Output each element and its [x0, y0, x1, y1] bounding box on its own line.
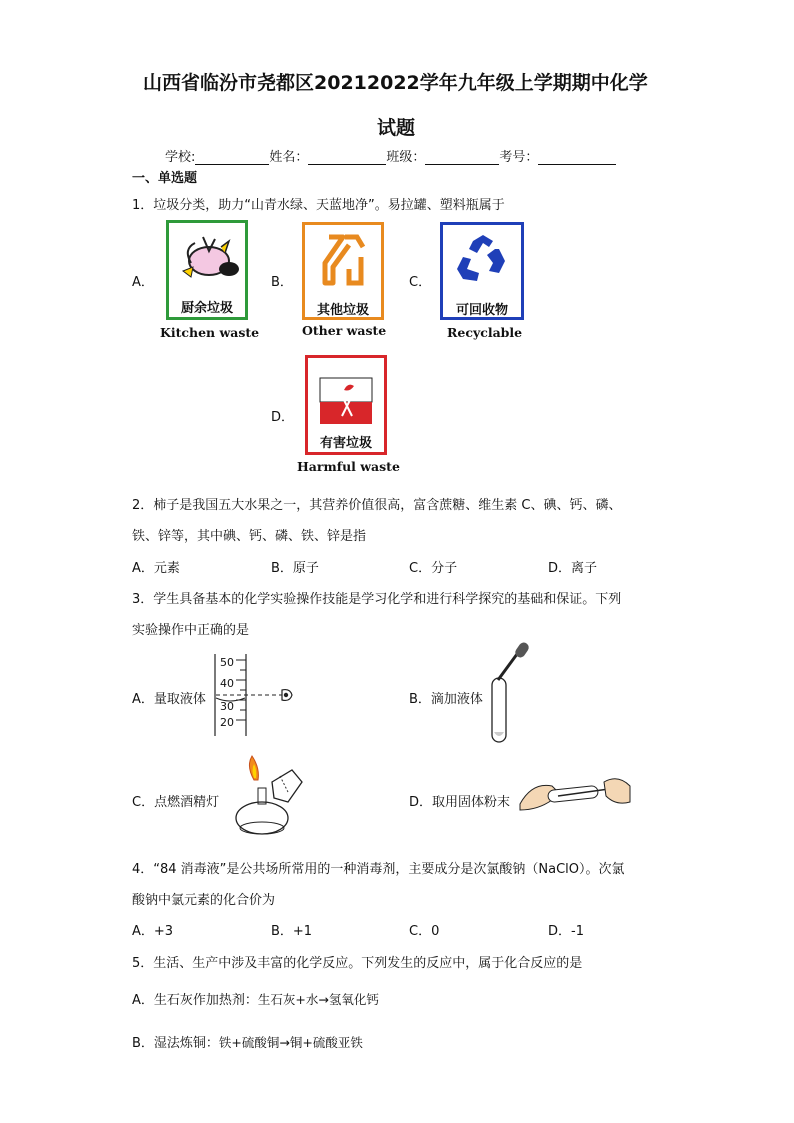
- q3-option-c[interactable]: C．点燃酒精灯: [132, 795, 220, 810]
- q3-option-b[interactable]: B．滴加液体: [409, 692, 483, 707]
- tick-30: 30: [220, 700, 234, 713]
- name-label: 姓名：: [269, 150, 309, 165]
- dropper-test-tube-icon: [486, 640, 536, 746]
- q1-option-d-key[interactable]: D．: [271, 410, 295, 425]
- school-blank[interactable]: [195, 152, 269, 165]
- tick-20: 20: [220, 716, 234, 729]
- other-waste-icon: [305, 227, 381, 293]
- question-5-stem: 5．生活、生产中涉及丰富的化学反应。下列发生的反应中，属于化合反应的是: [132, 956, 583, 971]
- q1-option-c-key[interactable]: C．: [409, 275, 432, 290]
- question-4-line2: 酸钠中氯元素的化合价为: [132, 893, 276, 908]
- question-3-line1: 3．学生具备基本的化学实验操作技能是学习化学和进行科学探究的基础和保证。下列: [132, 592, 622, 607]
- q4-option-d[interactable]: D．-1: [548, 924, 584, 939]
- other-waste-sign: [302, 222, 384, 320]
- powder-test-tube-hands-icon: [518, 770, 632, 818]
- harmful-waste-icon: [308, 360, 384, 426]
- exam-title-line2: 试题: [377, 117, 416, 139]
- harmful-waste-en: Harmful waste: [297, 459, 400, 474]
- q4-option-b[interactable]: B．+1: [271, 924, 313, 939]
- q5-option-a-equation: 生石灰+水→氢氧化钙: [257, 992, 379, 1007]
- q3-option-d[interactable]: D．取用固体粉末: [409, 795, 511, 810]
- school-label: 学校:: [165, 150, 196, 165]
- recyclable-en: Recyclable: [447, 325, 523, 340]
- recyclable-cn: 可回收物: [455, 303, 508, 318]
- q5-option-a-label: A．生石灰作加热剂：: [132, 993, 258, 1008]
- question-2-line2: 铁、锌等，其中碘、钙、磷、铁、锌是指: [132, 529, 367, 544]
- recycle-icon: [443, 227, 521, 293]
- number-blank[interactable]: [538, 152, 616, 165]
- name-blank[interactable]: [308, 152, 386, 165]
- q2-option-d[interactable]: D．离子: [548, 561, 598, 576]
- q3-option-a[interactable]: A．量取液体: [132, 692, 206, 707]
- other-waste-en: Other waste: [302, 323, 387, 338]
- tick-40: 40: [220, 677, 234, 690]
- question-3-line2: 实验操作中正确的是: [132, 623, 250, 638]
- student-info-line: [165, 146, 616, 165]
- class-blank[interactable]: [425, 152, 499, 165]
- kitchen-waste-en: Kitchen waste: [160, 325, 260, 340]
- q5-option-a[interactable]: [132, 989, 379, 1008]
- q1-option-a-key[interactable]: A．: [132, 275, 154, 290]
- question-1-stem: 1．垃圾分类，助力“山青水绿、天蓝地净”。易拉罐、塑料瓶属于: [132, 198, 505, 213]
- alcohol-lamp-lighting-icon: [228, 752, 308, 842]
- kitchen-waste-cn: 厨余垃圾: [180, 301, 233, 316]
- q4-option-a[interactable]: A．+3: [132, 924, 174, 939]
- q1-option-b-key[interactable]: B．: [271, 275, 293, 290]
- number-label: 考号：: [499, 150, 539, 165]
- class-label: 班级：: [386, 150, 426, 165]
- question-4-line1: 4．“84 消毒液”是公共场所常用的一种消毒剂，主要成分是次氯酸钠（NaClO）。次氯: [132, 862, 625, 877]
- q5-option-b-label: B．湿法炼铜：: [132, 1036, 219, 1051]
- section-heading: 一、单选题: [132, 171, 198, 186]
- fishbone-icon: [169, 227, 245, 291]
- q5-option-b[interactable]: [132, 1032, 363, 1051]
- question-2-line1: 2．柿子是我国五大水果之一，其营养价值很高，富含蔗糖、维生素 C、碘、钙、磷、: [132, 498, 622, 513]
- harmful-waste-cn: 有害垃圾: [319, 436, 372, 451]
- tick-50: 50: [220, 656, 234, 669]
- other-waste-cn: 其他垃圾: [316, 303, 369, 318]
- q2-option-c[interactable]: C．分子: [409, 561, 458, 576]
- q2-option-a[interactable]: A．元素: [132, 561, 180, 576]
- q5-option-b-equation: 铁+硫酸铜→铜+硫酸亚铁: [218, 1035, 363, 1050]
- q2-option-b[interactable]: B．原子: [271, 561, 319, 576]
- exam-title-line1: 山西省临汾市尧都区20212022学年九年级上学期期中化学: [143, 72, 648, 94]
- recyclable-sign: [440, 222, 524, 320]
- harmful-waste-sign: [305, 355, 387, 455]
- kitchen-waste-sign: [166, 220, 248, 320]
- graduated-cylinder-figure: [212, 652, 302, 738]
- q4-option-c[interactable]: C．0: [409, 924, 440, 939]
